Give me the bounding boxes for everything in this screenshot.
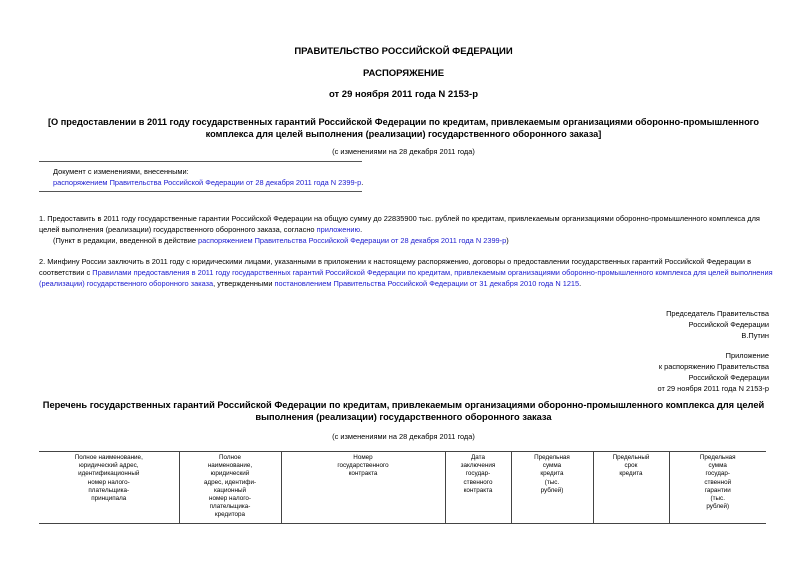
header-text: государ-: [465, 470, 491, 478]
col-creditor: [179, 452, 281, 524]
header-text: Номер: [353, 454, 373, 461]
note-amendment-link[interactable]: распоряжением Правительства Российской Федерации от 28 декабря 2011 года N 2399-р: [198, 236, 507, 245]
paragraph-1-line-2: [39, 224, 362, 235]
signature-role-2: Российской Федерации: [688, 320, 769, 329]
note-text: (Пункт в редакции, введенной в действие: [53, 236, 199, 245]
header-text: юридический: [210, 470, 250, 478]
changes-line: [53, 177, 363, 188]
rules-link-continued[interactable]: (реализации) государственного оборонного заказа: [39, 279, 214, 288]
col-contract-date: [445, 452, 511, 524]
paragraph-2-text: соответствии с: [39, 268, 93, 277]
appendix-reference: [658, 350, 769, 394]
paragraph-2-end: .: [579, 279, 582, 288]
paragraph-1-note: [53, 235, 509, 246]
col-principal: [39, 452, 179, 524]
header-text: кредитора: [214, 511, 246, 519]
paragraph-1-line-1: 1. Предоставить в 2011 году государственные гарантии Российской Федерации на общую сумму до 22835900 тыс. рублей по кредитам, привлекаемым организациями оборонно-промышленного комплекса для: [39, 214, 760, 223]
header-text: юридический адрес,: [79, 462, 139, 470]
header-text: сумма: [708, 462, 727, 470]
document-date: от 29 ноября 2011 года N 2153-р: [328, 89, 479, 100]
rules-link[interactable]: Правилами предоставления в 2011 году государственных гарантий Российской Федерации по кредитам, привлекаемым организациями оборонно-промышленного комплекса для целей выполнения: [92, 268, 773, 277]
header-text: номер налого-: [208, 495, 252, 503]
appendix-date: от 29 ноября 2011 года N 2153-р: [657, 384, 769, 393]
table-header-row: [39, 452, 766, 524]
header-text: Предельный: [612, 454, 650, 461]
signature-block: [666, 308, 769, 341]
header-text: плательщика-: [88, 486, 130, 494]
header-text: рублей): [540, 486, 564, 494]
header-text: идентификационный: [78, 470, 140, 478]
government-name: ПРАВИТЕЛЬСТВО РОССИЙСКОЙ ФЕДЕРАЦИИ: [294, 46, 513, 57]
paragraph-2-approved: , утвержденными: [213, 279, 275, 288]
header-text: Предельная: [699, 454, 736, 461]
changes-line-end: .: [361, 178, 364, 187]
list-title-line-2: выполнения (реализации) государственного оборонного заказа: [255, 412, 552, 422]
list-revision-note: (с изменениями на 28 декабря 2011 года): [332, 432, 475, 441]
header-text: срок: [624, 462, 638, 470]
header-text: государ-: [705, 470, 731, 478]
header-text: заключения: [460, 462, 496, 470]
amendment-link[interactable]: распоряжением Правительства Российской Федерации от 28 декабря 2011 года N 2399-р: [53, 178, 362, 187]
header-text: кационный: [213, 486, 247, 494]
header-text: Полное наименование,: [74, 454, 143, 461]
signature-role-1: Председатель Правительства: [666, 309, 769, 318]
document-title-line-1: [О предоставлении в 2011 году государственных гарантий Российской Федерации по кредитам, привлекаемым организациями оборонно-промышленного: [47, 117, 759, 127]
guarantees-table: [39, 451, 766, 524]
col-credit-term: [593, 452, 669, 524]
header-text: плательщика-: [209, 503, 251, 511]
header-text: ственной: [704, 478, 732, 486]
appendix-link[interactable]: приложению: [316, 225, 361, 234]
header-text: кредита: [540, 470, 564, 478]
document-title-line-2: комплекса для целей выполнения (реализации) государственного оборонного заказа]: [205, 129, 602, 139]
header-text: адрес, идентифи-: [203, 478, 257, 486]
header-text: номер налого-: [87, 478, 130, 486]
note-end: ): [506, 236, 509, 245]
changes-box-top-rule: [39, 161, 362, 162]
header-text: наименование,: [207, 462, 253, 470]
header-text: (тыс.: [544, 478, 560, 486]
header-text: Дата: [471, 454, 485, 461]
signature-name: В.Путин: [741, 331, 769, 340]
paragraph-2-line-1: 2. Минфину России заключить в 2011 году с юридическими лицами, указанными в приложении к настоящему распоряжению, договоры о предоставлении государственных гарантий Российской Федерации в: [39, 257, 752, 266]
paragraph-2-line-3: [39, 278, 581, 289]
col-credit-amount: [511, 452, 593, 524]
appendix-label: Приложение: [725, 351, 769, 360]
paragraph-1-end: .: [360, 225, 363, 234]
header-text: контракта: [348, 470, 378, 478]
changes-box-bottom-rule: [39, 191, 362, 192]
changes-intro: Документ с изменениями, внесенными:: [53, 167, 189, 176]
resolution-link[interactable]: постановлением Правительства Российской Федерации от 31 декабря 2010 года N 1215: [274, 279, 580, 288]
paragraph-1-text: целей выполнения (реализации) государственного оборонного заказа, согласно: [39, 225, 317, 234]
paragraph-2-line-2: [39, 267, 773, 278]
header-text: гарантии: [704, 486, 731, 494]
list-title-line-1: Перечень государственных гарантий Российской Федерации по кредитам, привлекаемым организациями оборонно-промышленного комплекса для целей: [42, 400, 765, 410]
document-type: РАСПОРЯЖЕНИЕ: [362, 68, 445, 79]
revision-note: (с изменениями на 28 декабря 2011 года): [332, 147, 475, 156]
header-text: государственного: [337, 462, 389, 470]
header-text: контракта: [463, 486, 493, 494]
header-text: сумма: [542, 462, 562, 470]
header-text: рублей): [706, 503, 730, 511]
header-text: Полное: [218, 454, 242, 461]
header-text: принципала: [91, 495, 127, 503]
appendix-federation: Российской Федерации: [688, 373, 769, 382]
header-text: Предельная: [534, 454, 570, 461]
col-contract-number: [281, 452, 445, 524]
col-guarantee-amount: [669, 452, 766, 524]
header-text: кредита: [619, 470, 643, 478]
header-text: (тыс.: [710, 495, 725, 503]
header-text: ственного: [463, 478, 493, 486]
appendix-to: к распоряжению Правительства: [658, 362, 769, 371]
